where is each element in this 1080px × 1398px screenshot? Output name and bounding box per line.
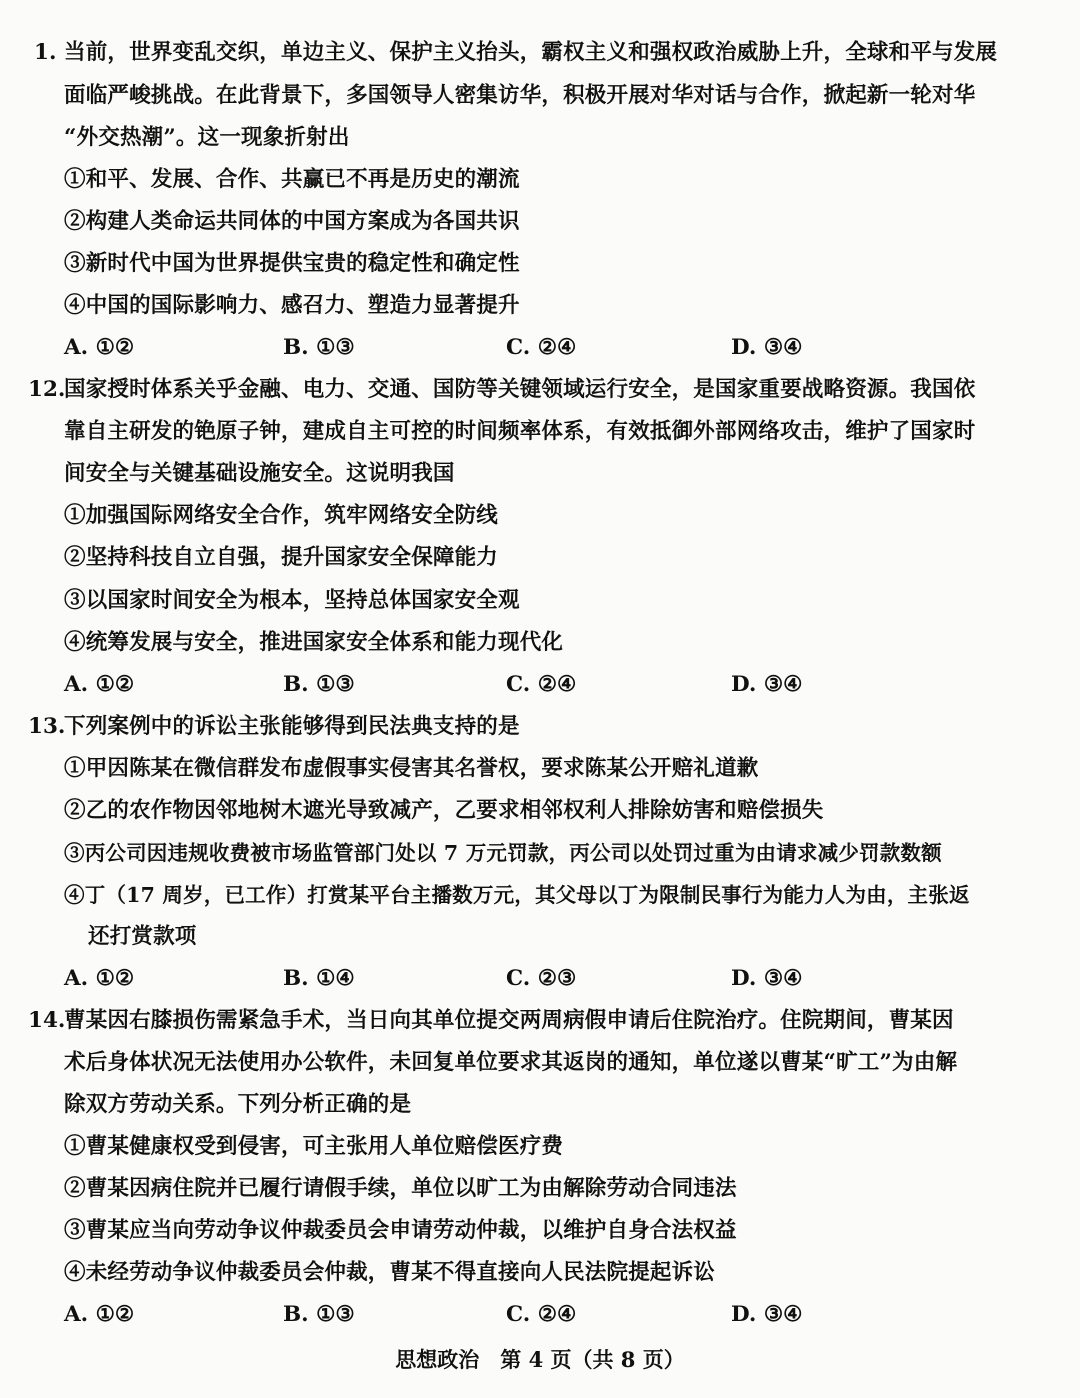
option-statement: ③以国家时间安全为根本，坚持总体国家安全观 (64, 588, 520, 613)
answer-choice-d: D. ③④ (731, 672, 803, 697)
option-statement: ④未经劳动争议仲裁委员会仲裁，曹某不得直接向人民法院提起诉讼 (64, 1260, 716, 1285)
page-footer: 思想政治 第 4 页（共 8 页） (395, 1347, 685, 1372)
option-statement: ①和平、发展、合作、共赢已不再是历史的潮流 (64, 167, 520, 192)
option-statement: ③丙公司因违规收费被市场监管部门处以 7 万元罚款，丙公司以处罚过重为由请求减少罚款数额 (64, 841, 942, 865)
question-stem-line: 当前，世界变乱交织，单边主义、保护主义抬头，霸权主义和强权政治威胁上升，全球和平与发展 (64, 40, 998, 65)
option-statement: ④丁（17 周岁，已工作）打赏某平台主播数万元，其父母以丁为限制民事行为能力人为由，主张返 (64, 883, 970, 907)
answer-choice-c: C. ②④ (506, 335, 577, 360)
answer-choice-b: B. ①③ (283, 335, 355, 360)
option-statement-continued: 还打赏款项 (88, 924, 197, 949)
answer-choice-b: B. ①③ (283, 1302, 355, 1327)
question-stem-line: 间安全与关键基础设施安全。这说明我国 (64, 461, 455, 486)
question-number: 13. (28, 714, 66, 739)
option-statement: ③曹某应当向劳动争议仲裁委员会申请劳动仲裁，以维护自身合法权益 (64, 1218, 737, 1243)
answer-choice-d: D. ③④ (731, 335, 803, 360)
option-statement: ①加强国际网络安全合作，筑牢网络安全防线 (64, 503, 499, 528)
answer-choice-b: B. ①④ (283, 966, 355, 991)
answer-choice-b: B. ①③ (283, 672, 355, 697)
option-statement: ②乙的农作物因邻地树木遮光导致减产，乙要求相邻权利人排除妨害和赔偿损失 (64, 798, 824, 823)
question-stem-line: 下列案例中的诉讼主张能够得到民法典支持的是 (64, 714, 520, 739)
question-number: 1. (34, 40, 57, 65)
answer-choice-c: C. ②③ (506, 966, 577, 991)
answer-choice-c: C. ②④ (506, 1302, 577, 1327)
answer-choice-a: A. ①② (64, 966, 135, 991)
question-number: 12. (28, 377, 66, 402)
question-number: 14. (28, 1008, 66, 1033)
question-stem-line: 国家授时体系关乎金融、电力、交通、国防等关键领域运行安全，是国家重要战略资源。我国依 (64, 377, 976, 402)
answer-choice-a: A. ①② (64, 672, 135, 697)
answer-choice-d: D. ③④ (731, 1302, 803, 1327)
answer-choice-c: C. ②④ (506, 672, 577, 697)
option-statement: ②曹某因病住院并已履行请假手续，单位以旷工为由解除劳动合同违法 (64, 1176, 737, 1201)
option-statement: ②构建人类命运共同体的中国方案成为各国共识 (64, 209, 520, 234)
question-stem-line: “外交热潮”。这一现象折射出 (64, 125, 350, 150)
option-statement: ④中国的国际影响力、感召力、塑造力显著提升 (64, 293, 520, 318)
option-statement: ②坚持科技自立自强，提升国家安全保障能力 (64, 545, 499, 570)
question-stem-line: 面临严峻挑战。在此背景下，多国领导人密集访华，积极开展对华对话与合作，掀起新一轮对华 (64, 83, 976, 108)
answer-choice-d: D. ③④ (731, 966, 803, 991)
answer-choice-a: A. ①② (64, 335, 135, 360)
question-stem-line: 术后身体状况无法使用办公软件，未回复单位要求其返岗的通知，单位遂以曹某“旷工”为由解 (64, 1050, 958, 1075)
question-stem-line: 靠自主研发的铯原子钟，建成自主可控的时间频率体系，有效抵御外部网络攻击，维护了国家时 (64, 419, 976, 444)
option-statement: ①甲因陈某在微信群发布虚假事实侵害其名誉权，要求陈某公开赔礼道歉 (64, 756, 759, 781)
option-statement: ③新时代中国为世界提供宝贵的稳定性和确定性 (64, 251, 520, 276)
answer-choice-a: A. ①② (64, 1302, 135, 1327)
option-statement: ④统筹发展与安全，推进国家安全体系和能力现代化 (64, 630, 564, 655)
question-stem-line: 除双方劳动关系。下列分析正确的是 (64, 1092, 412, 1117)
option-statement: ①曹某健康权受到侵害，可主张用人单位赔偿医疗费 (64, 1134, 564, 1159)
question-stem-line: 曹某因右膝损伤需紧急手术，当日向其单位提交两周病假申请后住院治疗。住院期间，曹某因 (64, 1008, 954, 1033)
